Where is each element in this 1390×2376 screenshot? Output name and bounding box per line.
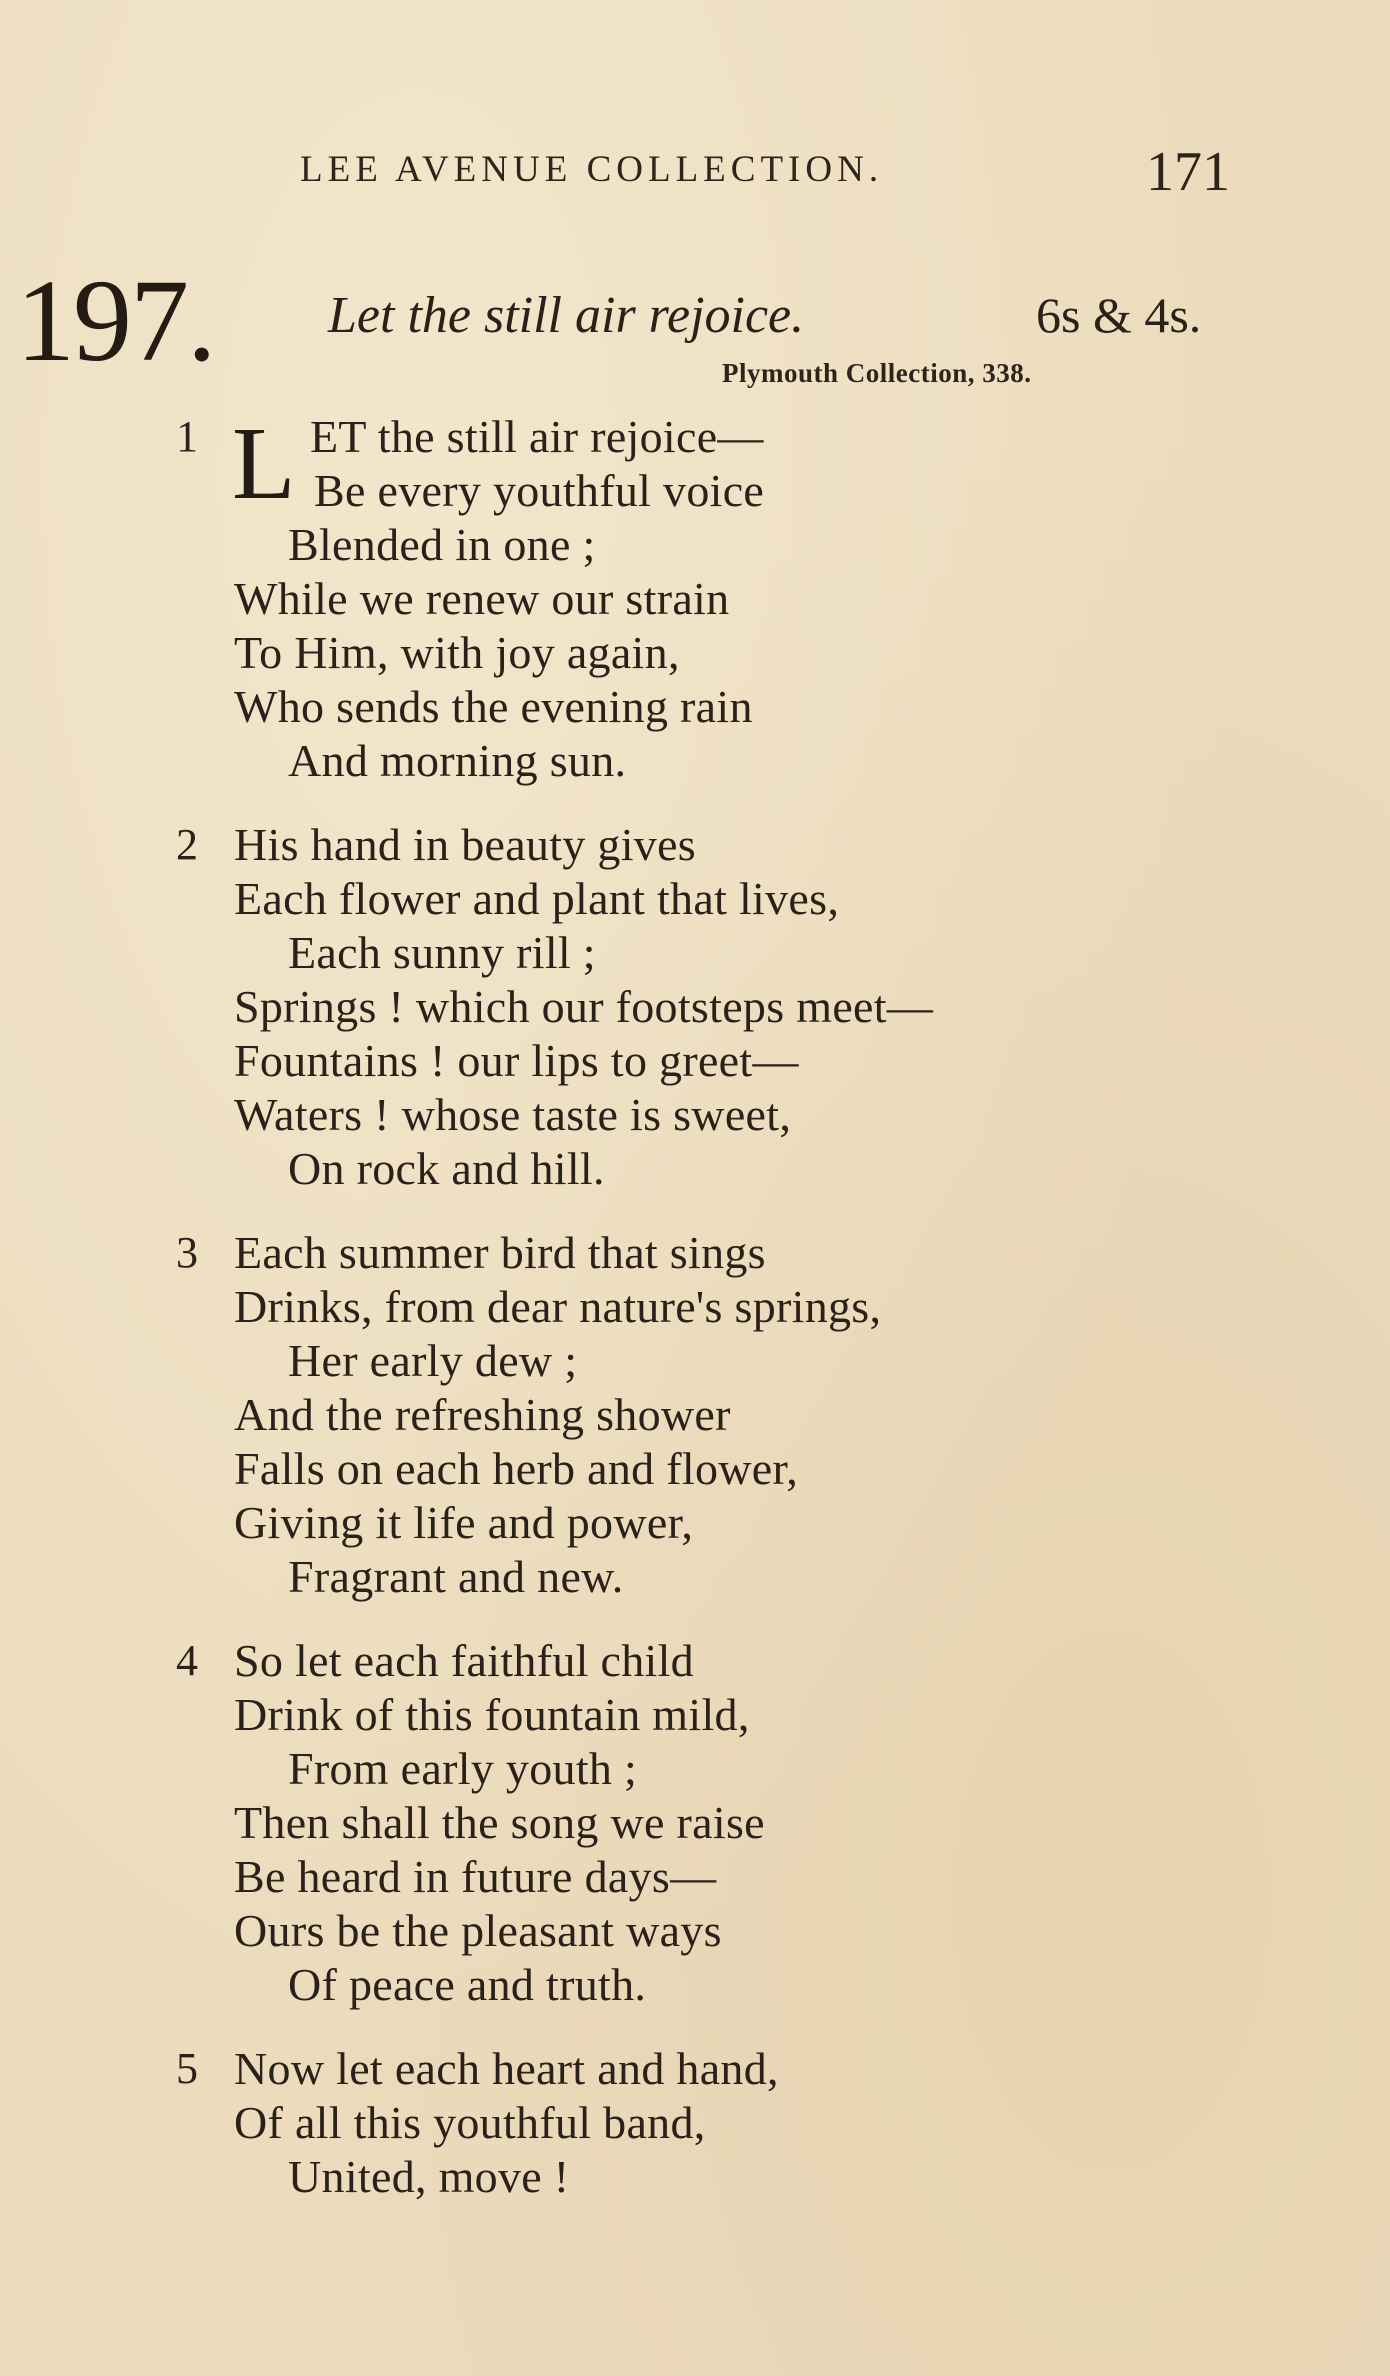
stanza-line: Springs ! which our footsteps meet—: [234, 981, 934, 1032]
stanza-line: Be heard in future days—: [234, 1851, 717, 1902]
stanza-line: Each sunny rill ;: [288, 927, 596, 978]
stanza-line: United, move !: [288, 2151, 570, 2202]
stanza-line: Drinks, from dear nature's springs,: [234, 1281, 882, 1332]
stanza-line: Be every youthful voice: [314, 465, 765, 516]
hymn-title: Let the still air rejoice.: [328, 287, 805, 344]
stanza-number: 5: [176, 2044, 198, 2093]
stanza-line: Blended in one ;: [288, 519, 596, 570]
stanza-line: Fragrant and new.: [288, 1551, 624, 1602]
stanza-line: Of all this youthful band,: [234, 2097, 706, 2148]
stanza-number: 2: [176, 820, 198, 869]
stanza-line: Now let each heart and hand,: [234, 2043, 779, 2094]
stanza-line: ET the still air rejoice—: [310, 411, 764, 462]
hymn-source: Plymouth Collection, 338.: [722, 358, 1032, 388]
stanza-line: Falls on each herb and flower,: [234, 1443, 799, 1494]
stanza-3: [176, 1226, 1276, 1604]
stanza-line: His hand in beauty gives: [234, 819, 697, 870]
stanza-line: Ours be the pleasant ways: [234, 1905, 722, 1956]
stanza-number: 1: [176, 412, 198, 461]
stanza-number: 4: [176, 1636, 198, 1685]
stanza-line: Of peace and truth.: [288, 1959, 647, 2010]
stanza-line: Each flower and plant that lives,: [234, 873, 840, 924]
stanza-line: Then shall the song we raise: [234, 1797, 765, 1848]
stanza-line: While we renew our strain: [234, 573, 730, 624]
stanza-line: Drink of this fountain mild,: [234, 1689, 750, 1740]
stanza-line: And the refreshing shower: [234, 1389, 731, 1440]
stanza-line: And morning sun.: [288, 735, 627, 786]
stanza-line: To Him, with joy again,: [234, 627, 680, 678]
stanza-number: 3: [176, 1228, 198, 1277]
running-head: LEE AVENUE COLLECTION.: [300, 149, 884, 190]
stanza-line: Each summer bird that sings: [234, 1227, 766, 1278]
stanza-line: Her early dew ;: [288, 1335, 578, 1386]
stanza-line: Giving it life and power,: [234, 1497, 694, 1548]
stanza-line: So let each faithful child: [234, 1635, 694, 1686]
stanza-2: [176, 818, 1276, 1196]
stanza-5: [176, 2042, 1276, 2204]
page-number: 171: [1146, 141, 1230, 203]
hymn-number: 197.: [16, 255, 215, 386]
stanza-line: Waters ! whose taste is sweet,: [234, 1089, 792, 1140]
hymn-meter: 6s & 4s.: [1036, 287, 1202, 343]
drop-cap: L: [232, 406, 296, 521]
stanza-line: Who sends the evening rain: [234, 681, 753, 732]
stanzas: [176, 406, 1276, 2234]
stanza-1: [176, 406, 1276, 788]
stanza-line: From early youth ;: [288, 1743, 638, 1794]
stanza-4: [176, 1634, 1276, 2012]
stanza-line: On rock and hill.: [288, 1143, 605, 1194]
stanza-line: Fountains ! our lips to greet—: [234, 1035, 799, 1086]
